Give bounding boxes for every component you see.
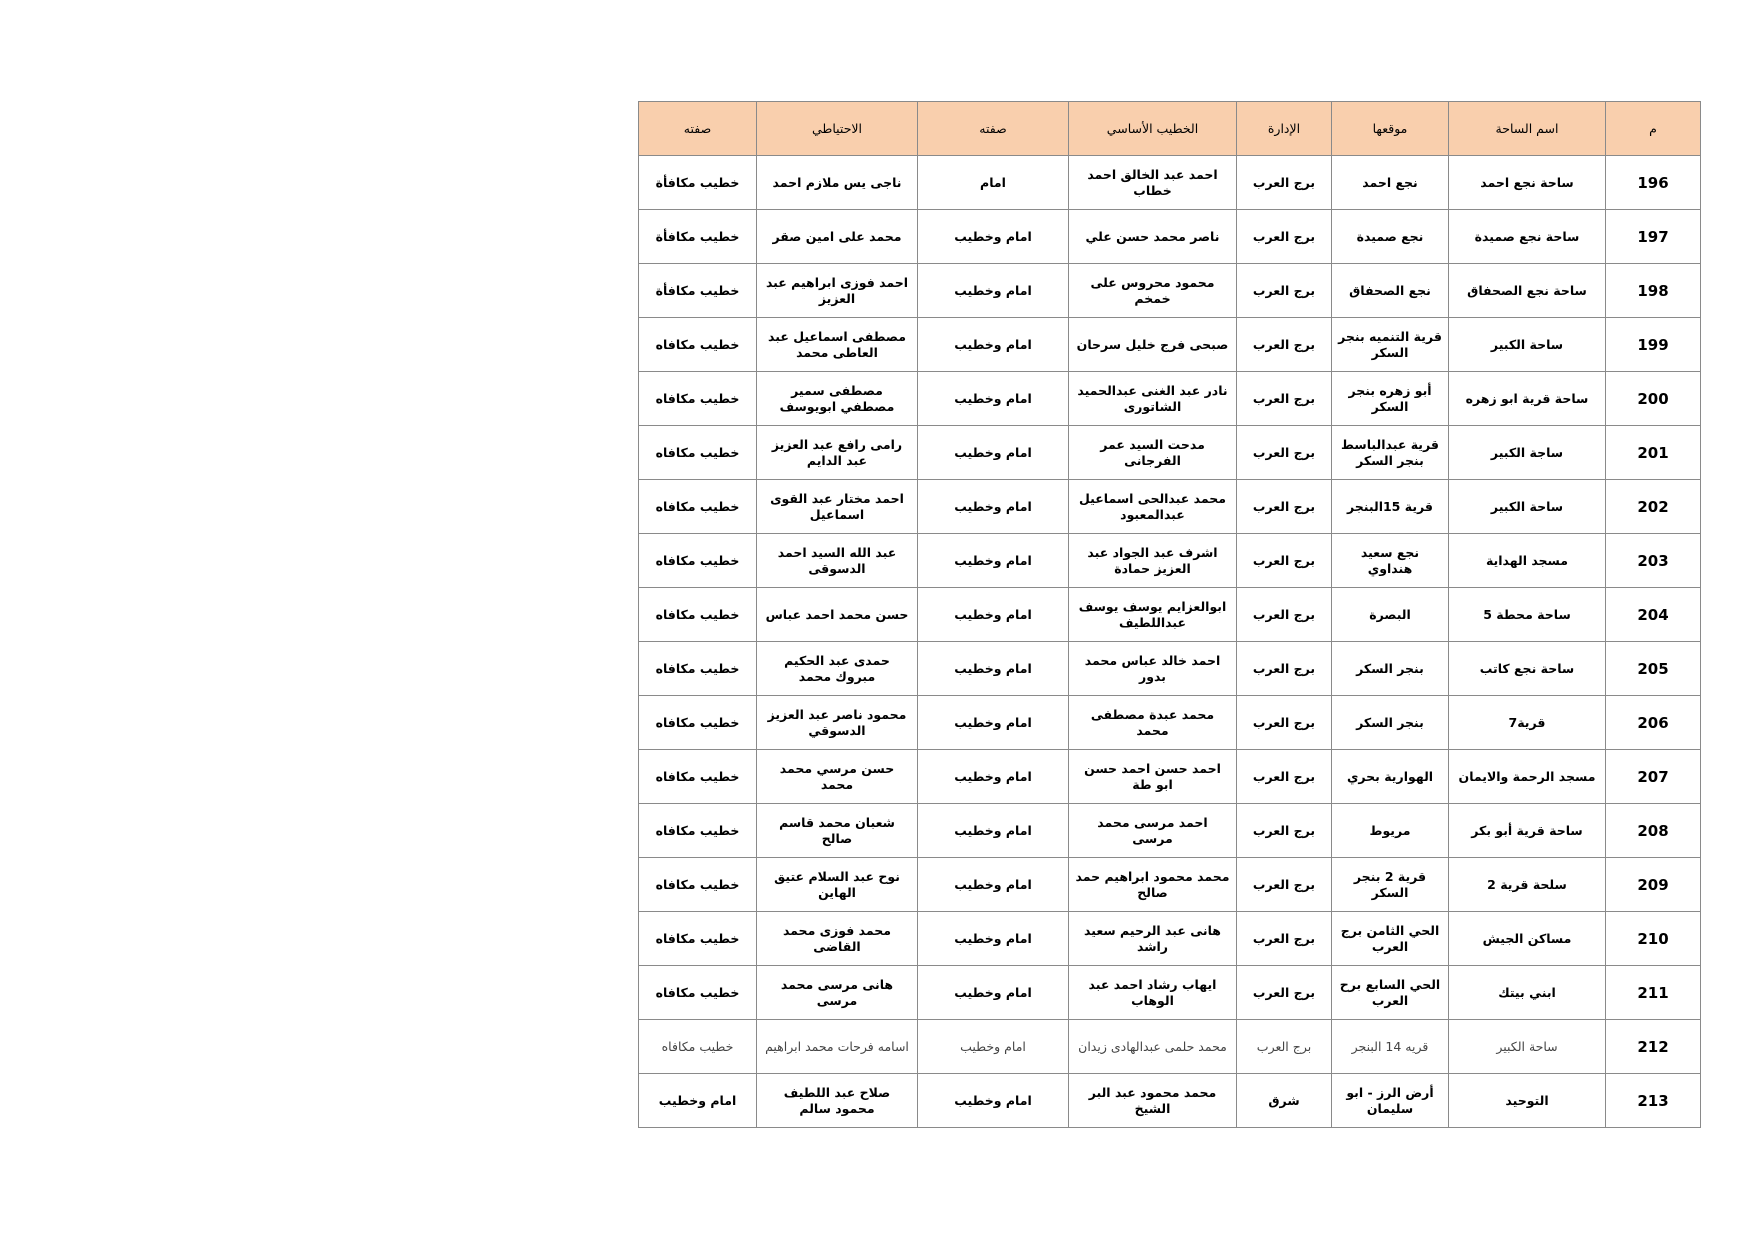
cell-reserve-role: خطيب مكافاه <box>639 750 757 804</box>
cell-location: أرض الرز - ابو سليمان <box>1332 1074 1449 1128</box>
cell-administration: شرق <box>1237 1074 1332 1128</box>
cell-square-name: ساحة قرية أبو بكر <box>1449 804 1606 858</box>
cell-administration: برج العرب <box>1237 1020 1332 1074</box>
cell-main-preacher: محمد محمود عبد البر الشيخ <box>1069 1074 1237 1128</box>
cell-row-number: 212 <box>1606 1020 1701 1074</box>
cell-reserve-role: خطيب مكافاه <box>639 372 757 426</box>
cell-reserve-role: خطيب مكافاه <box>639 696 757 750</box>
cell-administration: برج العرب <box>1237 318 1332 372</box>
cell-main-preacher: محمد حلمى عبدالهادى زيدان <box>1069 1020 1237 1074</box>
cell-reserve-preacher: مصطفى سمير مصطفي ابويوسف <box>757 372 918 426</box>
cell-reserve-preacher: اسامه فرحات محمد ابراهيم <box>757 1020 918 1074</box>
cell-location: مريوط <box>1332 804 1449 858</box>
cell-reserve-preacher: صلاح عبد اللطيف محمود سالم <box>757 1074 918 1128</box>
table-row <box>639 426 1701 480</box>
cell-main-preacher: مدحت السيد عمر الفرجانى <box>1069 426 1237 480</box>
cell-main-role: امام وخطيب <box>918 912 1069 966</box>
cell-square-name: سلحة قرية 2 <box>1449 858 1606 912</box>
cell-reserve-role: خطيب مكافاه <box>639 1020 757 1074</box>
cell-administration: برج العرب <box>1237 750 1332 804</box>
cell-reserve-preacher: حمدى عبد الحكيم مبروك محمد <box>757 642 918 696</box>
cell-row-number: 198 <box>1606 264 1701 318</box>
cell-administration: برج العرب <box>1237 210 1332 264</box>
cell-reserve-role: امام وخطيب <box>639 1074 757 1128</box>
cell-reserve-preacher: عبد الله السيد احمد الدسوقى <box>757 534 918 588</box>
cell-reserve-preacher: محمد على امين صقر <box>757 210 918 264</box>
cell-location: الحي السابع برح العرب <box>1332 966 1449 1020</box>
cell-administration: برج العرب <box>1237 858 1332 912</box>
cell-location: الهوارية بحري <box>1332 750 1449 804</box>
table-row <box>639 372 1701 426</box>
cell-reserve-preacher: ناجى يس ملازم احمد <box>757 156 918 210</box>
cell-square-name: ساحة الكبير <box>1449 1020 1606 1074</box>
cell-location: قريه 14 البنجر <box>1332 1020 1449 1074</box>
cell-main-preacher: صبحى فرج خليل سرحان <box>1069 318 1237 372</box>
cell-location: بنجر السكر <box>1332 696 1449 750</box>
cell-main-role: امام وخطيب <box>918 318 1069 372</box>
cell-main-preacher: محمود محروس على خمخم <box>1069 264 1237 318</box>
cell-administration: برج العرب <box>1237 264 1332 318</box>
table-row <box>639 318 1701 372</box>
cell-main-preacher: محمد عبدالحى اسماعيل عبدالمعبود <box>1069 480 1237 534</box>
cell-reserve-preacher: احمد فوزى ابراهيم عبد العزيز <box>757 264 918 318</box>
cell-square-name: قرية7 <box>1449 696 1606 750</box>
cell-main-role: امام وخطيب <box>918 1020 1069 1074</box>
cell-row-number: 203 <box>1606 534 1701 588</box>
cell-administration: برج العرب <box>1237 642 1332 696</box>
cell-reserve-preacher: مصطفى اسماعيل عبد العاطى محمد <box>757 318 918 372</box>
header-row <box>639 102 1701 156</box>
cell-location: أبو زهره بنجر السكر <box>1332 372 1449 426</box>
cell-main-role: امام وخطيب <box>918 696 1069 750</box>
table-row <box>639 156 1701 210</box>
cell-square-name: ساحة الكبير <box>1449 318 1606 372</box>
cell-main-preacher: احمد حسن احمد حسن ابو طة <box>1069 750 1237 804</box>
header-main-preacher: الخطيب الأساسي <box>1069 102 1237 156</box>
cell-square-name: ساحة محطة 5 <box>1449 588 1606 642</box>
cell-reserve-preacher: هانى مرسى محمد مرسى <box>757 966 918 1020</box>
cell-location: قرية 15البنجر <box>1332 480 1449 534</box>
cell-location: نجع احمد <box>1332 156 1449 210</box>
cell-administration: برج العرب <box>1237 372 1332 426</box>
cell-main-role: امام وخطيب <box>918 480 1069 534</box>
cell-row-number: 209 <box>1606 858 1701 912</box>
cell-main-preacher: احمد مرسى محمد مرسى <box>1069 804 1237 858</box>
cell-reserve-preacher: احمد مختار عبد القوى اسماعيل <box>757 480 918 534</box>
cell-location: نجع صميدة <box>1332 210 1449 264</box>
table-row <box>639 912 1701 966</box>
header-row-number: م <box>1606 102 1701 156</box>
cell-main-role: امام وخطيب <box>918 372 1069 426</box>
cell-square-name: ساحة الكبير <box>1449 480 1606 534</box>
cell-location: قرية عبدالباسط بنجر السكر <box>1332 426 1449 480</box>
cell-reserve-preacher: حسن محمد احمد عباس <box>757 588 918 642</box>
table-row <box>639 642 1701 696</box>
cell-main-role: امام وخطيب <box>918 642 1069 696</box>
cell-location: البصرة <box>1332 588 1449 642</box>
cell-row-number: 204 <box>1606 588 1701 642</box>
cell-row-number: 205 <box>1606 642 1701 696</box>
table-row <box>639 696 1701 750</box>
cell-row-number: 210 <box>1606 912 1701 966</box>
table-row <box>639 1074 1701 1128</box>
cell-main-role: امام وخطيب <box>918 588 1069 642</box>
cell-square-name: ساجة الكبير <box>1449 426 1606 480</box>
cell-reserve-role: خطيب مكافاه <box>639 318 757 372</box>
cell-main-role: امام <box>918 156 1069 210</box>
cell-reserve-role: خطيب مكافاه <box>639 426 757 480</box>
cell-square-name: مساكن الجيش <box>1449 912 1606 966</box>
table-row <box>639 210 1701 264</box>
cell-reserve-role: خطيب مكافأة <box>639 210 757 264</box>
cell-main-preacher: نادر عبد الغنى عبدالحميد الشاتورى <box>1069 372 1237 426</box>
cell-main-role: امام وخطيب <box>918 804 1069 858</box>
cell-square-name: ساحة قرية ابو زهره <box>1449 372 1606 426</box>
cell-main-role: امام وخطيب <box>918 426 1069 480</box>
cell-reserve-role: خطيب مكافاه <box>639 588 757 642</box>
cell-location: بنجر السكر <box>1332 642 1449 696</box>
cell-main-preacher: اشرف عبد الجواد عبد العزيز حمادة <box>1069 534 1237 588</box>
cell-row-number: 201 <box>1606 426 1701 480</box>
cell-location: نجع سعيد هنداوي <box>1332 534 1449 588</box>
header-main-role: صفته <box>918 102 1069 156</box>
header-reserve-role: صفته <box>639 102 757 156</box>
cell-reserve-role: خطيب مكافاه <box>639 912 757 966</box>
cell-administration: برج العرب <box>1237 912 1332 966</box>
cell-reserve-role: خطيب مكافاه <box>639 480 757 534</box>
table-row <box>639 750 1701 804</box>
cell-reserve-preacher: رامى رافع عبد العزيز عبد الدايم <box>757 426 918 480</box>
cell-location: نجع الصحفاق <box>1332 264 1449 318</box>
cell-row-number: 202 <box>1606 480 1701 534</box>
cell-main-role: امام وخطيب <box>918 750 1069 804</box>
cell-main-preacher: محمد عبدة مصطفى محمد <box>1069 696 1237 750</box>
cell-main-role: امام وخطيب <box>918 534 1069 588</box>
cell-row-number: 207 <box>1606 750 1701 804</box>
cell-administration: برج العرب <box>1237 156 1332 210</box>
cell-main-preacher: ابوالعزايم يوسف يوسف عبداللطيف <box>1069 588 1237 642</box>
cell-square-name: ساحة نجع الصحفاق <box>1449 264 1606 318</box>
cell-main-preacher: احمد خالد عباس محمد بدور <box>1069 642 1237 696</box>
cell-square-name: مسجد الرحمة والايمان <box>1449 750 1606 804</box>
cell-square-name: ابني بيتك <box>1449 966 1606 1020</box>
cell-location: الحي الثامن برج العرب <box>1332 912 1449 966</box>
cell-reserve-role: خطيب مكافاه <box>639 804 757 858</box>
cell-row-number: 208 <box>1606 804 1701 858</box>
cell-reserve-role: خطيب مكافأة <box>639 264 757 318</box>
cell-row-number: 213 <box>1606 1074 1701 1128</box>
cell-row-number: 199 <box>1606 318 1701 372</box>
cell-reserve-preacher: حسن مرسي محمد محمد <box>757 750 918 804</box>
cell-row-number: 206 <box>1606 696 1701 750</box>
cell-reserve-role: خطيب مكافاه <box>639 858 757 912</box>
cell-main-role: امام وخطيب <box>918 210 1069 264</box>
header-reserve-preacher: الاحتياطي <box>757 102 918 156</box>
cell-main-preacher: احمد عبد الخالق احمد خطاب <box>1069 156 1237 210</box>
cell-reserve-preacher: نوح عبد السلام عتيق الهاين <box>757 858 918 912</box>
cell-location: قرية 2 بنجر السكر <box>1332 858 1449 912</box>
cell-administration: برج العرب <box>1237 480 1332 534</box>
cell-main-preacher: محمد محمود ابراهيم حمد صالح <box>1069 858 1237 912</box>
cell-reserve-role: خطيب مكافاه <box>639 534 757 588</box>
table-row <box>639 1020 1701 1074</box>
imams-table <box>638 101 1701 1128</box>
cell-main-preacher: ايهاب رشاد احمد عبد الوهاب <box>1069 966 1237 1020</box>
cell-main-role: امام وخطيب <box>918 264 1069 318</box>
table-row <box>639 966 1701 1020</box>
cell-square-name: مسجد الهداية <box>1449 534 1606 588</box>
cell-administration: برج العرب <box>1237 966 1332 1020</box>
cell-main-preacher: هانى عبد الرحيم سعيد راشد <box>1069 912 1237 966</box>
cell-square-name: ساحة نجع صميدة <box>1449 210 1606 264</box>
cell-row-number: 200 <box>1606 372 1701 426</box>
cell-reserve-preacher: شعبان محمد قاسم صالح <box>757 804 918 858</box>
table-row <box>639 588 1701 642</box>
cell-square-name: ساحة نجع كاتب <box>1449 642 1606 696</box>
cell-location: قرية التنميه بنجر السكر <box>1332 318 1449 372</box>
table-row <box>639 804 1701 858</box>
header-administration: الإدارة <box>1237 102 1332 156</box>
table-row <box>639 264 1701 318</box>
cell-administration: برج العرب <box>1237 534 1332 588</box>
cell-main-role: امام وخطيب <box>918 966 1069 1020</box>
cell-reserve-role: خطيب مكافاه <box>639 966 757 1020</box>
table-row <box>639 480 1701 534</box>
cell-row-number: 197 <box>1606 210 1701 264</box>
cell-reserve-preacher: محمود ناصر عبد العزيز الدسوقي <box>757 696 918 750</box>
cell-row-number: 211 <box>1606 966 1701 1020</box>
cell-administration: برج العرب <box>1237 588 1332 642</box>
header-square-name: اسم الساحة <box>1449 102 1606 156</box>
cell-reserve-role: خطيب مكافأة <box>639 156 757 210</box>
header-location: موقعها <box>1332 102 1449 156</box>
cell-reserve-role: خطيب مكافاه <box>639 642 757 696</box>
table-row <box>639 858 1701 912</box>
table-row <box>639 534 1701 588</box>
cell-administration: برج العرب <box>1237 426 1332 480</box>
cell-row-number: 196 <box>1606 156 1701 210</box>
cell-administration: برج العرب <box>1237 804 1332 858</box>
cell-main-preacher: ناصر محمد حسن علي <box>1069 210 1237 264</box>
cell-main-role: امام وخطيب <box>918 1074 1069 1128</box>
cell-square-name: التوحيد <box>1449 1074 1606 1128</box>
cell-reserve-preacher: محمد فوزى محمد القاضى <box>757 912 918 966</box>
cell-administration: برج العرب <box>1237 696 1332 750</box>
cell-square-name: ساحة نجع احمد <box>1449 156 1606 210</box>
cell-main-role: امام وخطيب <box>918 858 1069 912</box>
